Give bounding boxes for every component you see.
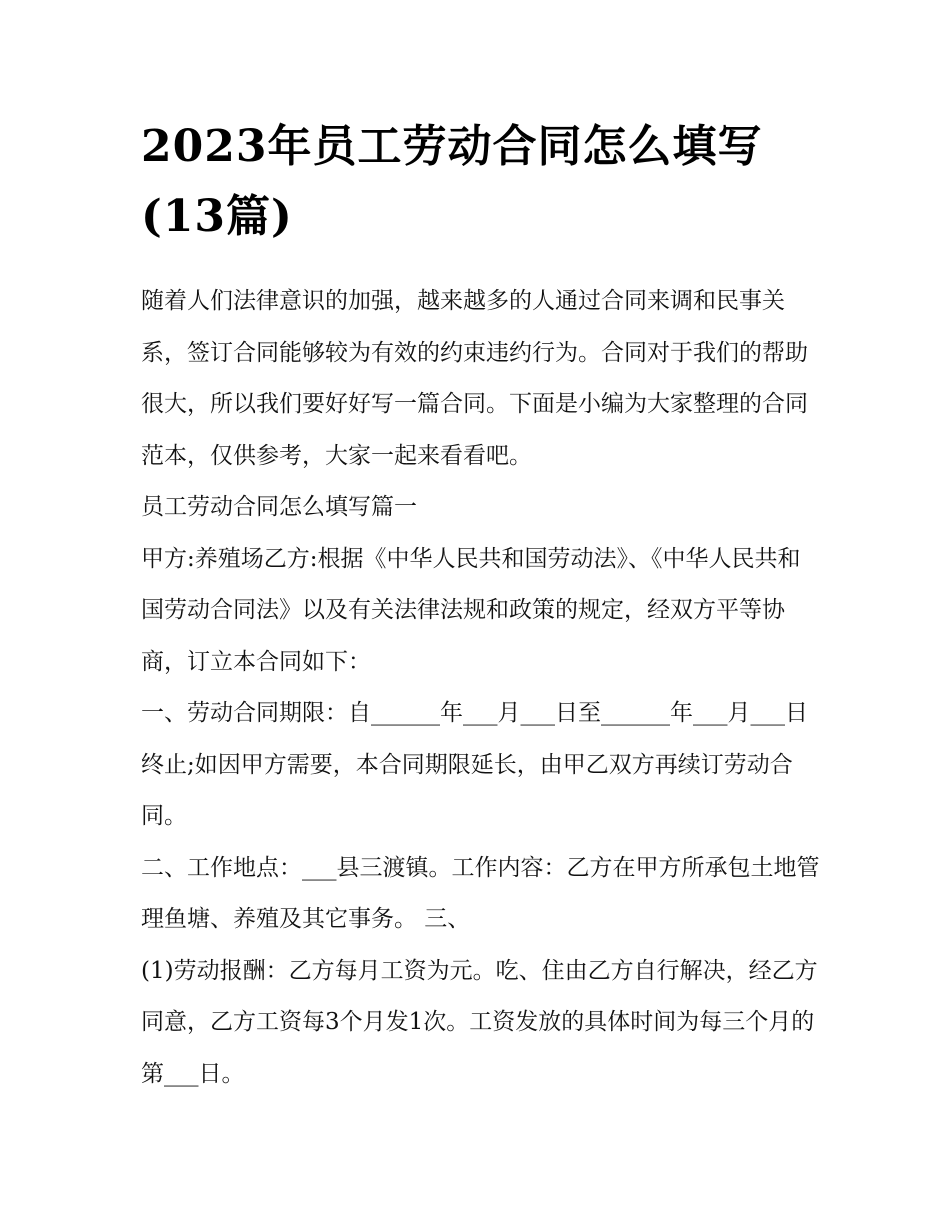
contract-term-paragraph: 一、劳动合同期限：自______年___月___日至______年___月___日终止;如因甲方需要，本合同期限延长，由甲乙双方再续订劳动合同。 xyxy=(141,700,808,829)
document-title-line-1: 2023年员工劳动合同怎么填写 xyxy=(141,121,763,172)
document-title xyxy=(141,112,821,252)
work-location-paragraph: 二、工作地点：___县三渡镇。工作内容：乙方在甲方所承包土地管理鱼塘、养殖及其它事务。 三、 xyxy=(141,854,820,932)
document-title-line-2: (13篇) xyxy=(141,191,293,242)
remuneration-paragraph: (1)劳动报酬：乙方每月工资为元。吃、住由乙方自行解决，经乙方同意，乙方工资每3个月发1次。工资发放的具体时间为每三个月的第___日。 xyxy=(141,957,818,1087)
document-body xyxy=(141,112,821,1100)
intro-paragraph: 随着人们法律意识的加强，越来越多的人通过合同来调和民事关系，签订合同能够较为有效的约束违约行为。合同对于我们的帮助很大，所以我们要好好写一篇合同。下面是小编为大家整理的合同范本，仅供参考，大家一起来看看吧。 xyxy=(141,288,808,469)
section-heading: 员工劳动合同怎么填写篇一 xyxy=(141,494,417,520)
parties-paragraph: 甲方:养殖场乙方:根据《中华人民共和国劳动法》、《中华人民共和国劳动合同法》以及有关法律法规和政策的规定，经双方平等协商，订立本合同如下： xyxy=(141,545,801,675)
